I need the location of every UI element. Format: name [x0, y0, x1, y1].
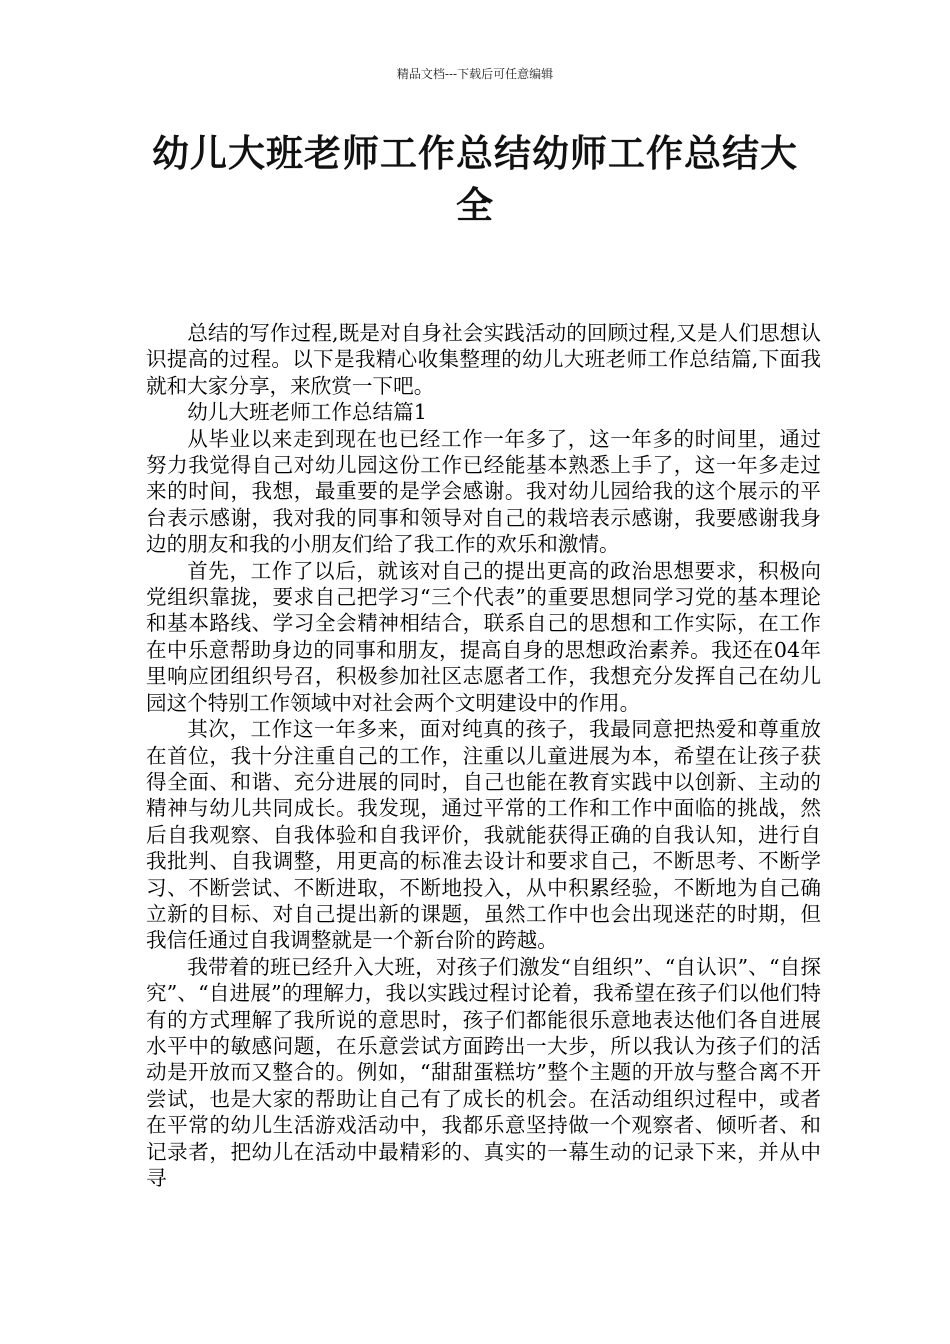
- paragraph: 其次，工作这一年多来，面对纯真的孩子，我最同意把热爱和尊重放在首位，我十分注重自己的工作，注重以儿童进展为本，希望在让孩子获得全面、和谐、充分进展的同时，自己也能在教育实践中以创新、主动的精神与幼儿共同成长。我发现，通过平常的工作和工作中面临的挑战，然后自我观察、自我体验和自我评价，我就能获得正确的自我认知，进行自我批判、自我调整，用更高的标准去设计和要求自己，不断思考、不断学习、不断尝试、不断进取，不断地投入，从中积累经验，不断地为自己确立新的目标、对自己提出新的课题，虽然工作中也会出现迷茫的时期，但我信任通过自我调整就是一个新台阶的跨越。: [146, 717, 821, 953]
- document-title: 幼儿大班老师工作总结幼师工作总结大全: [152, 132, 798, 227]
- paragraph-intro: 总结的写作过程,既是对自身社会实践活动的回顾过程,又是人们思想认识提高的过程。以下是我精心收集整理的幼儿大班老师工作总结篇,下面我就和大家分享，来欣赏一下吧。: [146, 321, 821, 398]
- section-heading: 幼儿大班老师工作总结篇1: [187, 400, 427, 425]
- paragraph: 我带着的班已经升入大班，对孩子们激发“自组织”、“自认识”、“自探究”、“自进展”的理解力，我以实践过程讨论着，我希望在孩子们以他们特有的方式理解了我所说的意思时，孩子们都能很乐意地表达他们各自进展水平中的敏感问题，在乐意尝试方面跨出一大步，所以我认为孩子们的活动是开放而又整合的。例如，“甜甜蛋糕坊”整个主题的开放与整合离不开尝试，也是大家的帮助让自己有了成长的机会。在活动组织过程中，或者在平常的幼儿生活游戏活动中，我都乐意坚持做一个观察者、倾听者、和记录者，把幼儿在活动中最精彩的、真实的一幕生动的记录下来，并从中寻: [146, 954, 821, 1190]
- header-note: 精品文档---下载后可任意编辑: [396, 67, 554, 81]
- paragraph: 从毕业以来走到现在也已经工作一年多了，这一年多的时间里，通过努力我觉得自己对幼儿园这份工作已经能基本熟悉上手了，这一年多走过来的时间，我想，最重要的是学会感谢。我对幼儿园给我的这个展示的平台表示感谢，我对我的同事和领导对自己的栽培表示感谢，我要感谢我身边的朋友和我的小朋友们给了我工作的欢乐和激情。: [146, 426, 821, 557]
- paragraph: 首先，工作了以后，就该对自己的提出更高的政治思想要求，积极向党组织靠拢，要求自己把学习“三个代表”的重要思想同学习党的基本理论和基本路线、学习全会精神相结合，联系自己的思想和工作实际，在工作在中乐意帮助身边的同事和朋友，提高自身的思想政治素养。我还在04年里响应团组织号召，积极参加社区志愿者工作，我想充分发挥自己在幼儿园这个特别工作领域中对社会两个文明建设中的作用。: [146, 558, 821, 715]
- document-body: [146, 320, 821, 1191]
